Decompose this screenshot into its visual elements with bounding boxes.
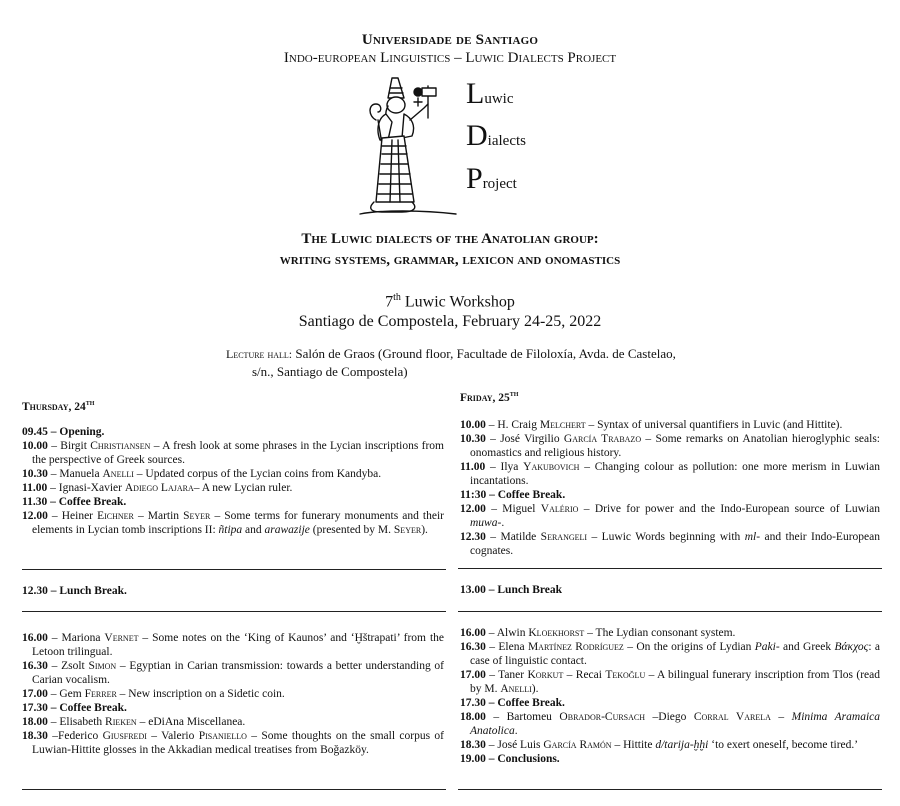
main-title-line1: The Luwic dialects of the Anatolian group:	[301, 231, 599, 247]
divider	[22, 569, 446, 570]
session-item: 11.30 – Coffee Break.	[22, 496, 127, 508]
session-item: 09.45 – Opening.	[22, 426, 105, 438]
session-item: 10.00 – Birgit Christiansen – A fresh look at some phrases in the Lycian inscriptions from the perspective of Greek sources.	[22, 440, 444, 466]
session-item: 19.00 – Conclusions.	[460, 753, 560, 765]
session-item: 17.00 – Gem Ferrer – New inscription on a Sidetic coin.	[22, 688, 285, 700]
thursday-afternoon-sessions	[22, 631, 444, 757]
session-item: 18.30 – José Luis García Ramón – Hittite d/tarija-ḫḫi ‘to exert oneself, become tired.’	[460, 739, 859, 751]
divider	[22, 611, 446, 612]
lecture-hall-label: Lecture hall:	[226, 347, 293, 361]
session-item: 17.30 – Coffee Break.	[22, 702, 127, 714]
luwian-figure-icon	[352, 74, 464, 216]
logo-word-project: Project	[466, 162, 517, 195]
session-item: 12.00 – Miguel Valério – Drive for power and the Indo-European source of Luwian muwa-.	[460, 503, 880, 529]
session-item: 11:30 – Coffee Break.	[460, 489, 566, 501]
workshop-name: 7th Luwic Workshop	[385, 292, 515, 311]
divider	[458, 789, 882, 790]
session-item: 16.00 – Mariona Vernet – Some notes on the ‘King of Kaunos’ and ‘Ḫštrapati’ from the Letoon trilingual.	[22, 632, 444, 658]
lecture-hall-text: Salón de Graos (Ground floor, Facultade de Filoloxía, Avda. de Castelao,	[292, 346, 676, 361]
session-item: 17.30 – Coffee Break.	[460, 697, 565, 709]
divider	[22, 789, 446, 790]
project-subtitle: Indo-european Linguistics – Luwic Dialects Project	[283, 50, 617, 66]
main-title-line2: writing systems, grammar, lexicon and onomastics	[279, 252, 621, 268]
session-item: 16.30 – Elena Martínez Rodríguez – On the origins of Lydian Paki- and Greek Βάκχος: a case of linguistic contact.	[460, 641, 881, 667]
session-item: 17.00 – Taner Korkut – Recai Tekoğlu – A bilingual funerary inscription from Tlos (read by M. Anelli).	[460, 669, 880, 695]
workshop-place-date: Santiago de Compostela, February 24-25, 2022	[298, 313, 602, 331]
session-item: 12.00 – Heiner Eichner – Martin Seyer – Some terms for funerary monuments and their elements in Lycian tomb inscriptions II: ñtipa and arawazije (presented by M. Seyer).	[22, 510, 444, 536]
thursday-morning-sessions	[22, 425, 444, 537]
session-item: 10.00 – H. Craig Melchert – Syntax of universal quantifiers in Luvic (and Hittite).	[460, 419, 843, 431]
session-item: 10.30 – José Virgilio García Trabazo – Some remarks on Anatolian hieroglyphic seals: onomastics and religious history.	[460, 433, 881, 459]
lecture-hall	[226, 345, 676, 380]
divider	[458, 568, 882, 569]
logo-word-dialects: Dialects	[466, 119, 526, 152]
friday-heading: Friday, 25th	[460, 389, 519, 404]
session-item: 16.00 – Alwin Kloekhorst – The Lydian consonant system.	[460, 627, 736, 639]
lecture-hall-text-cont: s/n., Santiago de Compostela)	[252, 364, 408, 379]
workshop-info	[0, 288, 900, 332]
friday-afternoon-sessions	[460, 626, 880, 766]
session-item: 18.00 – Bartomeu Obrador-Cursach –Diego Corral Varela – Minima Aramaica Anatolica.	[460, 711, 881, 737]
main-title	[0, 229, 900, 271]
friday-lunch: 13.00 – Lunch Break	[460, 584, 563, 596]
session-item: 16.30 – Zsolt Simon – Egyptian in Carian transmission: towards a better understanding of Carian vocalism.	[22, 660, 444, 686]
session-item: 11.00 – Ignasi-Xavier Adiego Lajara– A new Lycian ruler.	[22, 482, 293, 494]
logo-word-luwic: Luwic	[466, 77, 514, 110]
session-item: 18.30 –Federico Giusfredi – Valerio Pisaniello – Some thoughts on the small corpus of Luwian-Hittite glosses in the Akkadian medical treatises from Boğazköy.	[22, 730, 445, 756]
friday-morning-sessions	[460, 418, 880, 558]
university-name: Universidade de Santiago	[361, 32, 539, 48]
thursday-heading: Thursday, 24th	[22, 398, 95, 413]
session-item: 10.30 – Manuela Anelli – Updated corpus of the Lycian coins from Kandyba.	[22, 468, 382, 480]
session-item: 18.00 – Elisabeth Rieken – eDiAna Miscellanea.	[22, 716, 246, 728]
session-item: 12.30 – Matilde Serangeli – Luwic Words beginning with ml- and their Indo-European cognates.	[460, 531, 880, 557]
divider	[458, 611, 882, 612]
thursday-lunch: 12.30 – Lunch Break.	[22, 585, 127, 597]
session-item: 11.00 – Ilya Yakubovich – Changing colour as pollution: one more merism in Luwian incantations.	[460, 461, 880, 487]
